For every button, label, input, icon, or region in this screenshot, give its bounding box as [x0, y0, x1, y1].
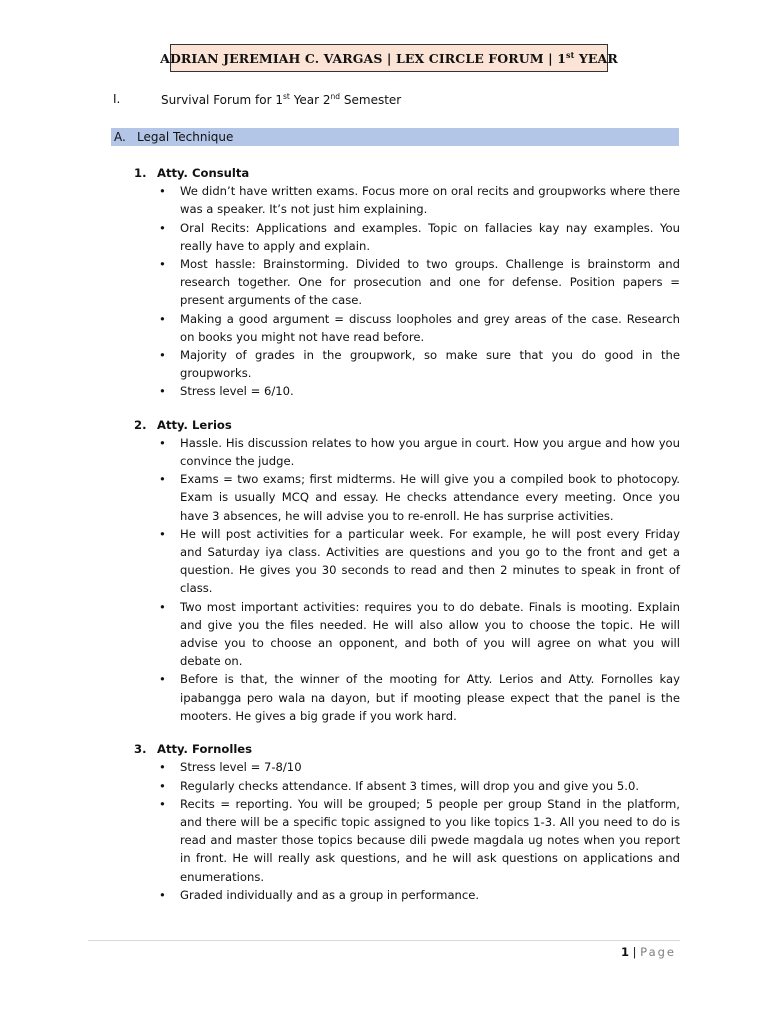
document-header-box [160, 44, 618, 72]
professor-number: 1. [134, 166, 147, 180]
bullet-item: • Exams = two exams; first midterms. He will give you a compiled book to photocopy. Exam is usually MCQ and essay. He checks attendance every meeting. Once you have 3 absences, he will advise you to re-enroll. He has surprise activities. [159, 470, 680, 525]
section-title-part: Survival Forum for 1 [161, 93, 284, 107]
bullet-item: • We didn’t have written exams. Focus more on oral recits and groupworks where there was a speaker. It’s not just him explaining. [159, 182, 680, 218]
header-superscript: st [566, 49, 575, 60]
bullet-item: • Oral Recits: Applications and examples. Topic on fallacies kay nay examples. You really have to apply and explain. [159, 219, 680, 255]
professor-name: Atty. Lerios [157, 417, 232, 432]
bullet-item: • Majority of grades in the groupwork, so make sure that you do good in the groupworks. [159, 346, 680, 382]
section-title-part: Semester [340, 93, 402, 107]
professor-heading [134, 740, 680, 758]
professor-heading [134, 164, 680, 182]
section-superscript: nd [330, 92, 341, 101]
professor-name: Atty. Consulta [157, 166, 250, 180]
section-heading [113, 92, 401, 107]
section-number: I. [113, 92, 121, 106]
bullet-item: • Regularly checks attendance. If absent 3 times, will drop you and give you 5.0. [159, 777, 680, 795]
subsection-letter: A. [114, 130, 126, 144]
section-superscript: st [283, 92, 290, 101]
professor-number: 3. [134, 742, 147, 757]
professor-section [134, 740, 680, 904]
bullet-item: • Before is that, the winner of the mooting for Atty. Lerios and Atty. Fornolles kay ipabangga pero wala na dayon, but if mooting please expect that the panel is the mooters. He gives a big grade if you work hard. [159, 670, 680, 725]
bullet-item: • Recits = reporting. You will be grouped; 5 people per group Stand in the platform, and there will be a specific topic assigned to you like topics 1-3. All you need to do is read and master those topics because dili pwede magdala ug notes when you report in front. He will really ask questions, and he will ask questions on applications and enumerations. [159, 795, 680, 886]
professor-list [134, 164, 680, 919]
bullet-item: • Most hassle: Brainstorming. Divided to two groups. Challenge is brainstorm and research together. One for prosecution and one for defense. Position papers = present arguments of the case. [159, 255, 680, 310]
page-label: Page [640, 945, 676, 959]
section-title [161, 92, 401, 107]
page-number: 1 [620, 945, 629, 959]
page-footer [621, 945, 676, 959]
footer-divider [88, 940, 680, 941]
bullet-item: • Stress level = 7-8/10 [159, 758, 680, 776]
bullet-list [134, 434, 680, 725]
professor-section [134, 164, 680, 401]
footer-separator: | [628, 945, 641, 959]
bullet-list [134, 182, 680, 400]
bullet-item: • Graded individually and as a group in performance. [159, 886, 680, 904]
bullet-list [134, 758, 680, 904]
document-header-title [160, 50, 618, 66]
bullet-item: • Stress level = 6/10. [159, 382, 680, 400]
header-tail-text: YEAR [574, 51, 618, 67]
bullet-item: • Two most important activities: requires you to do debate. Finals is mooting. Explain and give you the files needed. He will also allow you to choose the topic. He will advise you to choose an opponent, and both of you will agree on what you will debate on. [159, 598, 680, 671]
bullet-item: • Hassle. His discussion relates to how you argue in court. How you argue and how you convince the judge. [159, 434, 680, 470]
professor-heading [134, 416, 680, 434]
professor-name: Atty. Fornolles [157, 742, 253, 757]
subsection-title: Legal Technique [137, 130, 234, 144]
subsection-heading-bar [111, 128, 679, 146]
bullet-item: • Making a good argument = discuss loopholes and grey areas of the case. Research on books you might not have read before. [159, 310, 680, 346]
section-title-part: Year 2 [289, 93, 331, 107]
bullet-item: • He will post activities for a particular week. For example, he will post every Friday and Saturday iya class. Activities are questions and you go to the front and get a question. He gives you 30 seconds to read and then 2 minutes to speak in front of class. [159, 525, 680, 598]
professor-number: 2. [134, 417, 147, 432]
header-main-text: ADRIAN JEREMIAH C. VARGAS | LEX CIRCLE FORUM | 1 [160, 51, 567, 67]
professor-section [134, 416, 680, 725]
